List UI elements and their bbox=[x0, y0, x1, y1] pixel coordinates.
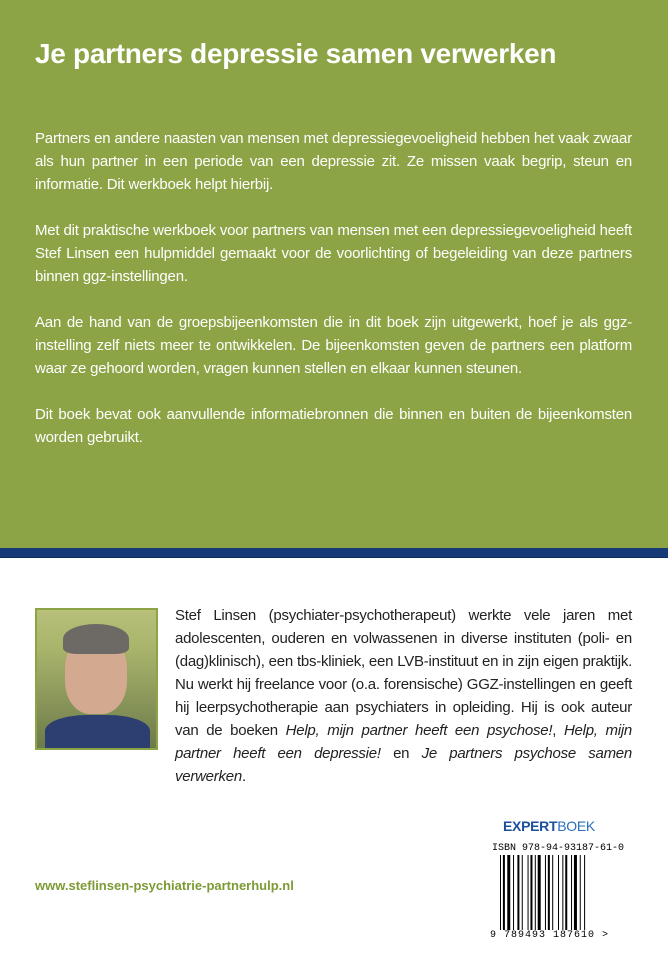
book-reference: Help, mijn partner heeft een depressie! bbox=[175, 722, 632, 762]
website-link[interactable]: www.steflinsen-psychiatrie-partnerhulp.nl bbox=[35, 878, 294, 893]
logo-part: BOEK bbox=[557, 818, 595, 834]
book-reference: Je partners psychose samen verwerken bbox=[175, 745, 632, 785]
divider-band bbox=[0, 548, 668, 558]
intro-paragraph: Dit boek bevat ook aanvullende informatiebronnen die binnen en buiten de bijeenkomsten worden gebruikt. bbox=[35, 406, 632, 446]
separator: en bbox=[380, 745, 422, 762]
intro-text bbox=[35, 127, 632, 472]
intro-paragraph: Partners en andere naasten van mensen met depressiegevoeligheid hebben het vaak zwaar als hun partner in een periode van een depressie zit. Ze missen vaak begrip, steun en informatie. Dit werkboek helpt hierbij. bbox=[35, 130, 632, 193]
author-photo bbox=[35, 608, 158, 750]
separator: , bbox=[552, 722, 564, 739]
intro-paragraph: Met dit praktische werkboek voor partners van mensen met een depressiegevoeligheid heeft Stef Linsen een hulpmiddel gemaakt voor de voorlichting of begeleiding van deze partners binnen ggz-instellingen. bbox=[35, 222, 632, 285]
separator: . bbox=[241, 768, 246, 785]
author-bio bbox=[175, 604, 632, 788]
barcode-number: 9 789493 187610 > bbox=[490, 930, 610, 941]
book-reference: Help, mijn partner heeft een psychose! bbox=[285, 722, 553, 739]
publisher-logo bbox=[503, 818, 595, 834]
isbn-label: ISBN 978-94-93187-61-0 bbox=[492, 843, 625, 854]
barcode bbox=[500, 855, 602, 930]
intro-paragraph: Aan de hand van de groepsbijeenkomsten die in dit boek zijn uitgewerkt, hoef je als ggz-instelling zelf niets meer te ontwikkelen. De bijeenkomsten geven de partners een platform waar ze gehoord worden, vragen kunnen stellen en elkaar kunnen steunen. bbox=[35, 314, 632, 377]
bio-text: Stef Linsen (psychiater-psychotherapeut) werkte vele jaren met adolescenten, ouderen en volwassenen in diverse instituten (poli- en (dag)klinisch), een tbs-kliniek, een LVB-instituut en in zijn eigen praktijk. Nu werkt hij freelance voor (o.a. forensische) GGZ-instellingen en geeft hij leerpsychotherapie aan psychiaters in opleiding. Hij is ook auteur van de boeken bbox=[175, 607, 632, 739]
book-title: Je partners depressie samen verwerken bbox=[35, 38, 557, 69]
logo-part: EXPERT bbox=[503, 818, 558, 834]
